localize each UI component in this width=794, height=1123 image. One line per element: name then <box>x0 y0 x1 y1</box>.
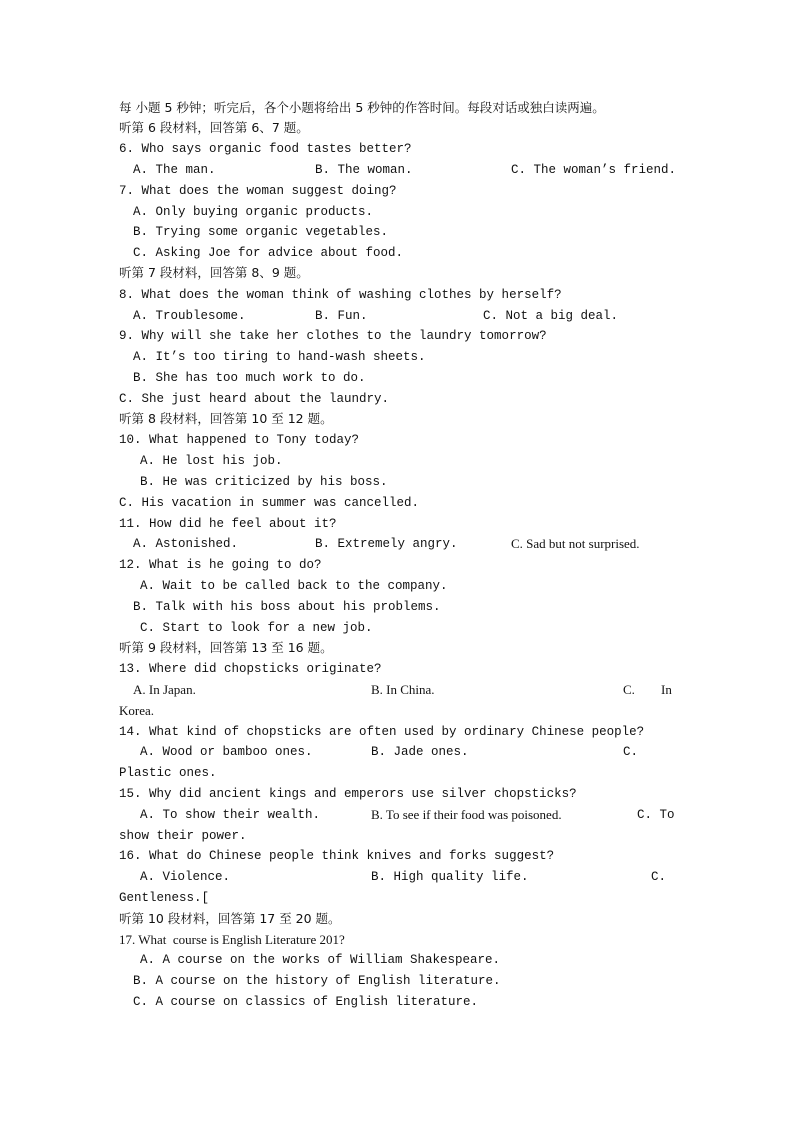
question-6-option-c: C. The woman’s friend. <box>511 163 677 177</box>
question-16-option-c-label: C. <box>651 870 667 884</box>
question-11-option-c: C. Sad but not surprised. <box>511 536 640 551</box>
question-14-option-b: B. Jade ones. <box>371 745 469 759</box>
question-8-option-c: C. Not a big deal. <box>483 309 619 323</box>
question-14-option-c-continued: Plastic ones. <box>119 766 217 780</box>
question-15-option-c-label: C. To <box>637 808 675 822</box>
question-7-option-b: B. Trying some organic vegetables. <box>133 225 389 239</box>
question-12-option-c: C. Start to look for a new job. <box>140 621 373 635</box>
question-17-option-a: A. A course on the works of William Shakespeare. <box>140 953 501 967</box>
question-9-option-b: B. She has too much work to do. <box>133 371 366 385</box>
question-13-stem: 13. Where did chopsticks originate? <box>119 662 382 676</box>
question-8-option-b: B. Fun. <box>315 309 368 323</box>
section-7-header: 听第 7 段材料，回答第 8、9 题。 <box>119 265 309 280</box>
question-16-stem: 16. What do Chinese people think knives and forks suggest? <box>119 849 555 863</box>
question-7-option-c: C. Asking Joe for advice about food. <box>133 246 404 260</box>
question-8-stem: 8. What does the woman think of washing clothes by herself? <box>119 288 562 302</box>
question-15-option-c-continued: show their power. <box>119 829 247 843</box>
question-16-option-b: B. High quality life. <box>371 870 529 884</box>
question-12-stem: 12. What is he going to do? <box>119 558 322 572</box>
question-8-option-a: A. Troublesome. <box>133 309 246 323</box>
question-7-stem: 7. What does the woman suggest doing? <box>119 184 397 198</box>
question-9-stem: 9. Why will she take her clothes to the laundry tomorrow? <box>119 329 547 343</box>
question-13-option-c-continued: Korea. <box>119 703 155 718</box>
question-12-option-b: B. Talk with his boss about his problems. <box>133 600 441 614</box>
section-9-header: 听第 9 段材料，回答第 13 至 16 题。 <box>119 640 333 655</box>
question-16-option-a: A. Violence. <box>140 870 231 884</box>
section-10-header: 听第 10 段材料，回答第 17 至 20 题。 <box>119 911 341 926</box>
question-6-option-b: B. The woman. <box>315 163 413 177</box>
question-10-option-b: B. He was criticized by his boss. <box>140 475 388 489</box>
question-9-option-c: C. She just heard about the laundry. <box>119 392 390 406</box>
question-14-option-c-label: C. <box>623 745 639 759</box>
question-9-option-a: A. It’s too tiring to hand-wash sheets. <box>133 350 426 364</box>
question-13-option-b: B. In China. <box>371 682 435 697</box>
question-11-option-b: B. Extremely angry. <box>315 537 458 551</box>
question-11-option-a: A. Astonished. <box>133 537 239 551</box>
question-6-stem: 6. Who says organic food tastes better? <box>119 142 412 156</box>
question-13-option-c-text: In <box>661 682 672 697</box>
question-17-option-b: B. A course on the history of English literature. <box>133 974 501 988</box>
question-10-option-a: A. He lost his job. <box>140 454 283 468</box>
question-6-option-a: A. The man. <box>133 163 216 177</box>
question-17-stem: 17. What course is English Literature 201? <box>119 932 345 947</box>
question-14-stem: 14. What kind of chopsticks are often used by ordinary Chinese people? <box>119 725 645 739</box>
question-13-option-c-label: C. <box>623 682 635 697</box>
section-6-header: 听第 6 段材料，回答第 6、7 题。 <box>119 120 309 135</box>
question-14-option-a: A. Wood or bamboo ones. <box>140 745 313 759</box>
question-15-option-a: A. To show their wealth. <box>140 808 321 822</box>
question-13-option-a: A. In Japan. <box>133 682 196 697</box>
question-10-stem: 10. What happened to Tony today? <box>119 433 360 447</box>
question-12-option-a: A. Wait to be called back to the company. <box>140 579 448 593</box>
question-15-stem: 15. Why did ancient kings and emperors use silver chopsticks? <box>119 787 577 801</box>
question-15-option-b: B. To see if their food was poisoned. <box>371 807 562 822</box>
question-17-option-c: C. A course on classics of English literature. <box>133 995 479 1009</box>
question-11-stem: 11. How did he feel about it? <box>119 517 337 531</box>
intro-instructions: 每 小题 5 秒钟；听完后，各个小题将给出 5 秒钟的作答时间。每段对话或独白读两遍。 <box>119 100 605 115</box>
question-7-option-a: A. Only buying organic products. <box>133 205 374 219</box>
question-10-option-c: C. His vacation in summer was cancelled. <box>119 496 420 510</box>
question-16-option-c-continued: Gentleness.[ <box>119 891 210 905</box>
section-8-header: 听第 8 段材料，回答第 10 至 12 题。 <box>119 411 333 426</box>
